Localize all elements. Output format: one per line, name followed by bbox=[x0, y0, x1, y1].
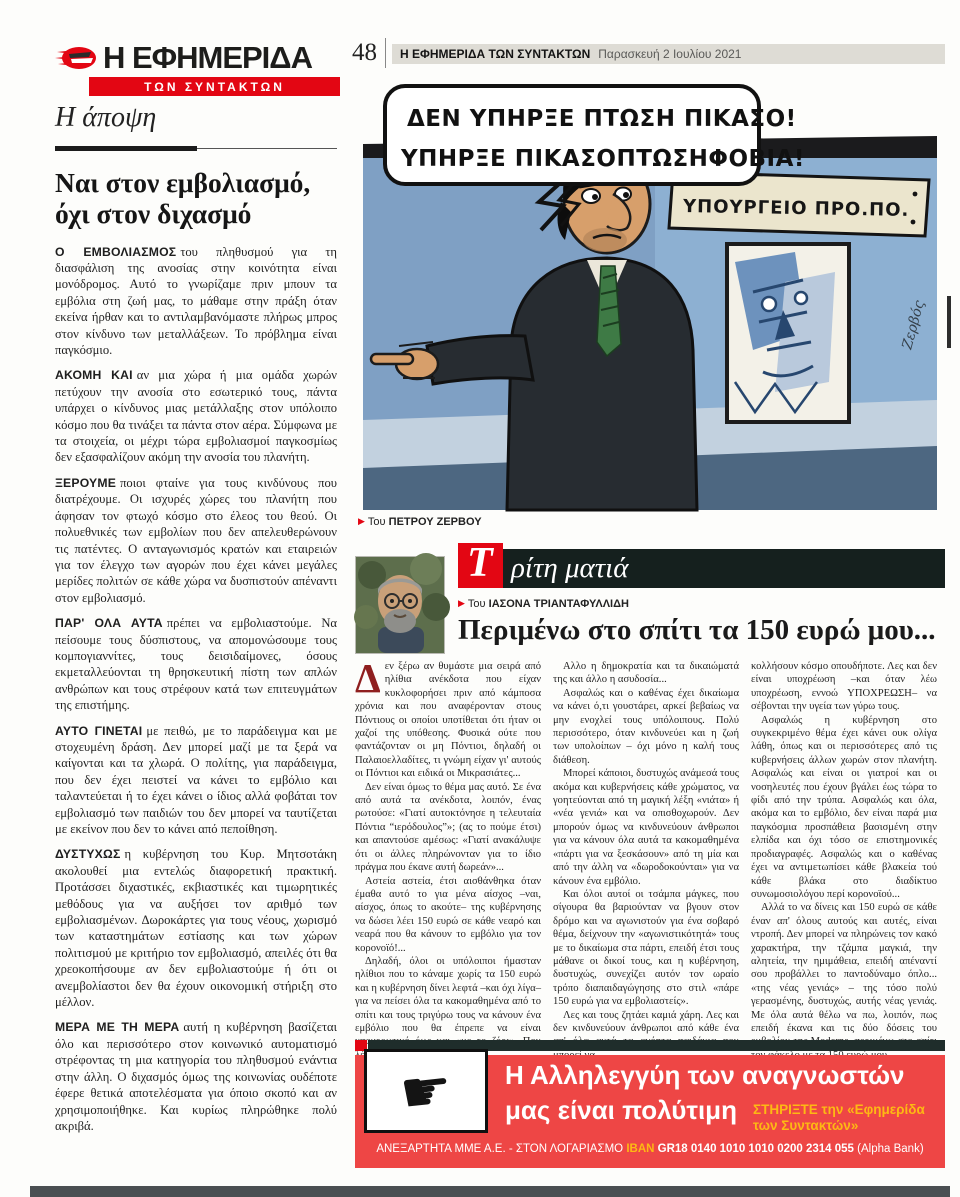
article-paragraph bbox=[355, 655, 541, 781]
opinion-paragraph bbox=[55, 367, 337, 465]
paragraph-text: εν ξέρω αν θυμάστε μια σειρά από ηλίθια ανέκδοτα που είχαν κυκλοφορήσει πριν από κάμποσα χρόνια και που αναφέρονταν στους Πόντιους οι οποίοι υποτίθεται ότι ήταν οι χαζοί της υπόθεσης. Φυσικά ούτε που φαντάζονταν οι μη Πόντιοι, δηλαδή οι Παλαιοελλαδίτες, τι γνώμη είχαν γι' αυτούς οι Πόντιοι και ειδικά οι Μικρασιάτες... bbox=[355, 661, 541, 780]
masthead-subtitle-bar: ΤΩΝ ΣΥΝΤΑΚΤΩΝ bbox=[89, 77, 340, 96]
solidarity-banner bbox=[355, 1055, 945, 1168]
arrow-icon: ▶ bbox=[458, 598, 465, 608]
account-prefix: ΑΝΕΞΑΡΤΗΤΑ ΜΜΕ Α.Ε. - ΣΤΟΝ ΛΟΓΑΡΙΑΣΜΟ bbox=[376, 1143, 624, 1155]
article-paragraph: κολλήσουν κόσμο οπουδήποτε. Λες και δεν είναι υποχρέωση –και όταν λέω υποχρέωση, εννοώ ΥΠΟΧΡΕΩΣΗ– να σέβονται την υγεία των γύρω τους. bbox=[751, 661, 937, 713]
article-paragraph: Δηλαδή, όλοι οι υπόλοιποι ήμασταν ηλίθιοι που το κάναμε χωρίς τα 150 ευρώ και η κυβέρνηση δίνει λεφτά –και όχι λίγα– για να πείσει όλα τα κακομαθημένα από το σπίτι και τους τριγύρω τους να κάνουν ένα εμβόλιο που θα έπρεπε να είναι bbox=[355, 955, 541, 1034]
opinion-paragraph bbox=[55, 846, 337, 1010]
logo-icon bbox=[55, 45, 97, 71]
opinion-paragraph bbox=[55, 244, 337, 359]
arrow-icon: ▶ bbox=[358, 516, 365, 526]
third-look-initial: Τ bbox=[467, 540, 493, 586]
support-line1: ΣΤΗΡΙΞΤΕ την «Εφημερίδα bbox=[753, 1102, 925, 1117]
banner-title-line2: μας είναι πολύτιμη bbox=[505, 1095, 737, 1125]
paragraph-text: αν μια χώρα ή μια ομάδα χωρών πετύχουν την ανοσία στο εσωτερικό τους, πάντα υπάρχει ο κίνδυνος μιας μετάλλαξης στον υπόλοιπο κόσμο που θα τινάξει τα πάντα στον αέρα. Σύμφωνα με τα στοιχεία, οι μέχρι τώρα εμβολιασμοί παγκοσμίως δεν εξασφαλίζουν ακόμη την ανοσία του πλανήτη. bbox=[55, 368, 337, 465]
svg-text:ΥΠΟΥΡΓΕΙΟ ΠΡΟ.ΠΟ.: ΥΠΟΥΡΓΕΙΟ ΠΡΟ.ΠΟ. bbox=[682, 196, 910, 221]
article-paragraph: Ασφαλώς η κυβέρνηση στο συγκεκριμένο θέμα έχει κάνει ουκ ολίγα λάθη, όπως και οι περισσότερες από τις κυβερνήσεις άλλων χωρών στον πλανήτη. Ασφαλώς και είναι οι γιατροί και οι νοσηλευτές που έχουν βγάλει έως τώρα το φίδι από την τρύπα. Ασφαλώς και όλα, ακόμα και το εμβόλιο, δεν είναι παρά μια παγκόσμια προσπάθεια βασισμένη στην ελπίδα και όχι τόσο σε επιστημονικές προδιαγραφές. Ασφαλώς και ο καθένας έχει να αντιμετωπίσει κάθε βλακεία τού κάθε βλάκα στο διαδίκτυο συνωμοσιολόγου περί κορονοϊού... bbox=[751, 714, 937, 900]
issue-date: Παρασκευή 2 Ιουλίου 2021 bbox=[598, 47, 742, 61]
paragraph-lead: ΠΑΡ' ΟΛΑ ΑΥΤΑ bbox=[55, 616, 163, 631]
page-edge-mark bbox=[947, 296, 951, 348]
support-line2: των Συντακτών» bbox=[753, 1117, 859, 1133]
masthead-title: Η ΕΦΗΜΕΡΙΔΑ bbox=[103, 40, 312, 75]
paragraph-text: η κυβέρνηση του Κυρ. Μητσοτάκη ακολουθεί μια εντελώς διαφορετική πρακτική. Προτάσσει διχαστικές, εκβιαστικές και τιμωρητικές μεθόδους για να αυξήσει τον αριθμό των εμβολιασμένων. Δωροκάρτες για τους νέους, χωρισμό των καταστημάτων εστίασης και των χώρων πολιτισμού με κριτήριο τον εμβολιασμό, απειλές ότι θα χρεοκοπήσουμε αν δεν εμβολιαστούμε ή ότι οι ανεμβολίαστοι δεν θα έχουν οικονομική στήριξη στο μέλλον. bbox=[55, 847, 337, 1010]
bubble-line1: ΔΕΝ ΥΠΗΡΞΕ ΠΤΩΣΗ ΠΙΚΑΣΟ! bbox=[407, 106, 797, 132]
bank-name: (Alpha Bank) bbox=[857, 1143, 924, 1155]
section-rule bbox=[55, 148, 337, 149]
paragraph-lead: ΞΕΡΟΥΜΕ bbox=[55, 475, 117, 490]
article-body bbox=[355, 655, 947, 1038]
pointing-hand-icon: ☛ bbox=[396, 1054, 456, 1128]
article-column-2 bbox=[553, 660, 739, 1038]
drop-cap: Δ bbox=[355, 655, 381, 701]
byline-prefix: Του bbox=[467, 598, 486, 610]
iban-number: GR18 0140 1010 1010 0200 2314 055 bbox=[657, 1143, 854, 1155]
paragraph-lead: ΑΥΤΟ ΓΙΝΕΤΑΙ bbox=[55, 723, 143, 738]
third-look-initial-box bbox=[458, 540, 503, 588]
third-look-byline bbox=[458, 598, 629, 610]
author-photo bbox=[355, 556, 445, 654]
paragraph-text: πρέπει να εμβολιαστούμε. Να πείσουμε τους δύσπιστους, να απομονώσουμε τους κομπογιαννίτες, τους δεισιδαίμονες, όσους εκμεταλλεύονται τη θρησκευτική πίστη των απλών ανθρώπων και τους στρέφουν κατά των επιτευγμάτων της επιστήμης. bbox=[55, 616, 338, 713]
editorial-cartoon bbox=[355, 82, 945, 510]
bubble-line2: ΥΠΗΡΞΕ ΠΙΚΑΣΟΠΤΩΣΗΦΟΒΙΑ! bbox=[401, 146, 805, 172]
article-paragraph: Ασφαλώς και ο καθένας έχει δικαίωμα να κάνει ό,τι γουστάρει, αρκεί βεβαίως να μην ενοχλεί τους υπόλοιπους. Πολύ περισσότερο, όταν κινδυνεύει και η ζωή των υπολοίπων – όχι μόνο η καλή τους διάθεση. bbox=[553, 687, 739, 766]
paragraph-lead: Ο ΕΜΒΟΛΙΑΣΜΟΣ bbox=[55, 244, 177, 259]
opinion-paragraph bbox=[55, 615, 337, 713]
cartoon-signature: Ζερβός bbox=[899, 298, 928, 352]
article-headline: Περιμένω στο σπίτι τα 150 ευρώ μου... bbox=[458, 614, 936, 646]
paragraph-text: αυτή η κυβέρνηση βασίζεται όλο και περισσότερο στον κοινωνικό αυτοματισμό στρέφοντας τη μια κατηγορία του πληθυσμού ενάντια στην άλλη. Ο διχασμός όμως της κοινωνίας ουδέποτε έφερε θετικά αποτελέσματα για όποιο σκοπό και αν χρησιμοποιήθηκε. Και κυρίως πληρώθηκε πολύ ακριβά. bbox=[55, 1020, 337, 1133]
iban-label: IBAN bbox=[626, 1143, 655, 1155]
opinion-paragraph bbox=[55, 1019, 337, 1134]
opinion-paragraph bbox=[55, 723, 337, 838]
article-column-3 bbox=[751, 660, 937, 1038]
article-column-1 bbox=[355, 655, 541, 1038]
bottom-bar bbox=[30, 1186, 950, 1197]
third-look-title: ρίτη ματιά bbox=[511, 552, 629, 584]
cartoon-credit bbox=[358, 516, 482, 528]
credit-prefix: Του bbox=[367, 516, 386, 528]
banner-account-line bbox=[355, 1143, 945, 1155]
pointing-hand-box bbox=[364, 1049, 488, 1133]
paragraph-lead: ΜΕΡΑ ΜΕ ΤΗ ΜΕΡΑ bbox=[55, 1020, 180, 1035]
third-look-bar bbox=[458, 540, 945, 588]
paragraph-text: του πληθυσμού για τη διασφάλιση της ανοσίας στην κοινότητα είναι μονόδρομος. Αυτό το γνωρίζαμε πριν μπουν τα εμβόλια στη ζωή μας, το μάθαμε στην πράξη όταν εκείνα ήρθαν και το αντιλαμβανόμαστε πλήρως μπρος στον κίνδυνο των μεταλλάξεων. Το πρόβλημα είναι παγκόσμιο. bbox=[55, 244, 337, 358]
paper-name-bar bbox=[392, 44, 945, 64]
article-paragraph: Δεν είναι όμως το θέμα μας αυτό. Σε ένα από αυτά τα ανέκδοτα, λοιπόν, ένας ρωτούσε: «Γιατί αυτοκτόνησε η τελευταία Πόντια “ιερόδουλος”»; (ας το πούμε έτσι) και απαντούσε αμέσως: «Γιατί ανακάλυψε ότι οι άλλες πληρώνονταν για το ίδιο πράγμα που έκανε αυτή δωρεάν»... bbox=[355, 781, 541, 874]
article-paragraph: Και όλοι αυτοί οι τσάμπα μάγκες, που σίγουρα θα βαριούνταν να βγουν στον δρόμο και να αγωνιστούν για ένα σοβαρό θέμα, δείχνουν την «αγωνιστικότητά» τους με το δικαίωμα στα πάρτι, επειδή έτσι τους μάθανε οι δικοί τους, και η κυβέρνηση, δυστυχώς, συνεχίζει αυτόν τον ωραίο τρόπο διαπαιδαγώγησης στο στιλ «πάρε 150 ευρώ για να εμβολιαστείς». bbox=[553, 888, 739, 1008]
paragraph-lead: ΑΚΟΜΗ ΚΑΙ bbox=[55, 368, 133, 383]
picasso-painting bbox=[727, 244, 849, 422]
paper-name: Η ΕΦΗΜΕΡΙΔΑ ΤΩΝ ΣΥΝΤΑΚΤΩΝ bbox=[400, 47, 591, 61]
page-number: 48 bbox=[352, 38, 386, 68]
article-paragraph: Μπορεί κάποιοι, δυστυχώς ανάμεσά τους ακόμα και κυβερνήσεις κάθε χρώματος, να γοητεύονται από τη μαγική λέξη «νιάτα» ή «νέα γενιά» και να οπισθοχωρούν. Δεν μπορούν όμως να κινδυνεύουν άνθρωποι για να κάνουν όλα αυτά τα κακομαθημένα «πάρτι για να ξεσκάσουν» από τη μία και από την άλλη να «δωροδοκούνται» για να κάνουν ένα εμβόλιο. bbox=[553, 768, 739, 887]
paragraph-text: με πειθώ, με το παράδειγμα και με στοχευμένη δράση. Δεν μπορεί μαζί με τα ξερά να καίγονται και τα χλωρά. Ο πολίτης, για παράδειγμα, που δεν έχει πειστεί να κάνει το εμβόλιο και ταλαντεύεται ή το έχει κάνει ο ίδιος αλλά φοβάται τον εμβολιασμό των παιδιών του δεν μπορεί να ταυτίζεται με εκείνον που δεν το κάνει από πεποίθηση. bbox=[55, 723, 337, 836]
byline-name: ΙΑΣΟΝΑ ΤΡΙΑΝΤΑΦΥΛΛΙΔΗ bbox=[488, 598, 629, 610]
masthead-logo bbox=[55, 40, 340, 96]
paragraph-lead: ΔΥΣΤΥΧΩΣ bbox=[55, 847, 121, 862]
banner-support-text bbox=[753, 1102, 925, 1134]
opinion-article bbox=[55, 167, 338, 1133]
credit-name: ΠΕΤΡΟΥ ΖΕΡΒΟΥ bbox=[388, 516, 482, 528]
article-paragraph: Αστεία αστεία, έτσι αισθάνθηκα όταν έμαθα αυτό το για μένα αίσχος –ναι, αίσχος, όπως το ακούτε– της κυβέρνησης να δώσει λέει 150 ευρώ σε κάθε νεαρό και νεαρά που θα κάνουν το εμβόλιο για τον κορονοϊό!... bbox=[355, 875, 541, 954]
opinion-paragraph bbox=[55, 475, 337, 606]
opinion-headline: Ναι στον εμβολιασμό, όχι στον διχασμό bbox=[55, 167, 311, 229]
article-paragraph: Λες και τους ζητάει καμιά χάρη. Λες και δεν κινδυνεύουν άνθρωποι από κάθε ένα bbox=[553, 1009, 739, 1034]
article-paragraph: Αλλά το να δίνεις και 150 ευρώ σε κάθε έναν απ' όλους αυτούς και αυτές, είναι ντροπή. Δεν μπορεί να πληρώνεις τον κακό χαρακτήρα, την τζάμπα μαγκιά, την αλητεία, την ημιμάθεια, επειδή απέναντί σου προβάλλει το παντοδύναμο όπλο... «της νέας γενιάς» – της τόσο πολύ γερασμένης, δυστυχώς, αυτής νέας γενιάς. Με όλα αυτά θέλω να πω, λοιπόν, πως επειδή έκανα και τις δύο δόσεις του bbox=[751, 902, 937, 1034]
banner-title-line1: Η Αλληλεγγύη των αναγνωστών bbox=[505, 1060, 905, 1090]
paragraph-text: ποιοι φταίνε για τους κινδύνους που διατρέχουμε. Οι ισχυρές χώρες του πλανήτη που άφησαν τον φτωχό κόσμο στο έλεος του θεού. Οι πολυεθνικές των εμβολίων που δεν απελευθερώνουν τις πατέντες. Ο ανταγωνισμός κρατών και εταιρειών για τον έλεγχο των αγορών που έχει κάνει μεγάλες μερίδες πολιτών σε κάθε χώρα να δυσπιστούν απέναντι στον εμβολιασμό. bbox=[55, 475, 337, 605]
section-title: Η άποψη bbox=[55, 102, 157, 133]
article-paragraph: Αλλο η δημοκρατία και τα δικαιώματά της και άλλο η ασυδοσία... bbox=[553, 661, 739, 686]
